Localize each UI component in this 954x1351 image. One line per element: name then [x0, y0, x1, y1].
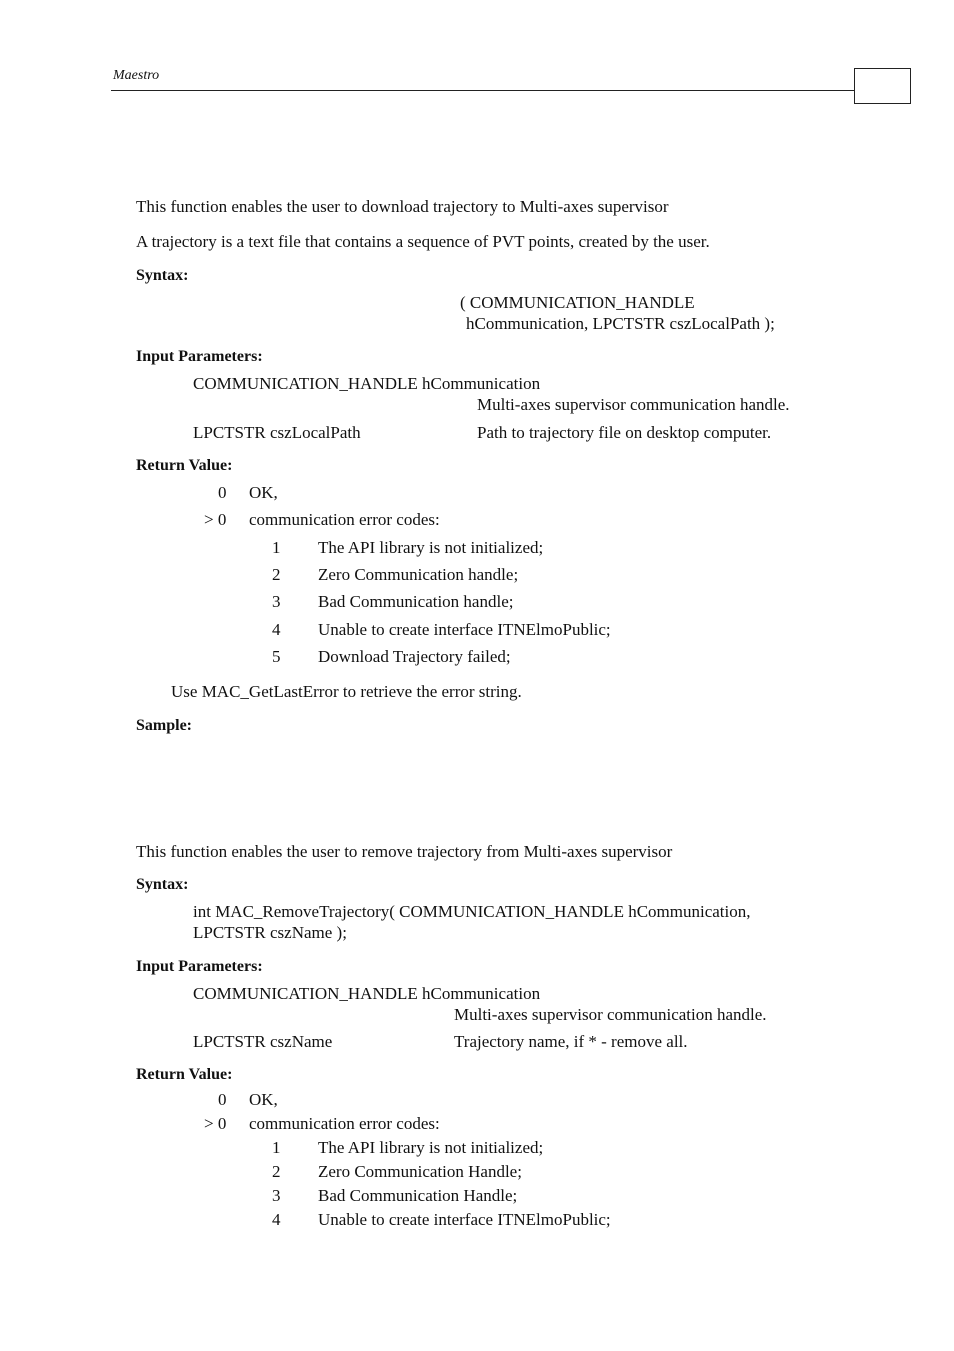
section2-return-label: Return Value: [136, 1066, 233, 1083]
return-text: communication error codes: [249, 1114, 440, 1133]
section2-param-desc: Multi-axes supervisor communication handle. [454, 1005, 767, 1024]
section2-param-name: LPCTSTR cszName [193, 1032, 333, 1051]
error-text: Zero Communication handle; [318, 565, 519, 584]
error-number: 3 [272, 1186, 281, 1205]
section1-syntax-label: Syntax: [136, 267, 189, 284]
section2-syntax-label: Syntax: [136, 876, 189, 893]
page-number-box [854, 68, 911, 104]
section1-return-label: Return Value: [136, 457, 233, 474]
error-text: Zero Communication Handle; [318, 1162, 522, 1181]
return-text: OK, [249, 483, 278, 502]
error-text: Bad Communication handle; [318, 592, 514, 611]
return-text: OK, [249, 1090, 278, 1109]
error-text: Bad Communication Handle; [318, 1186, 518, 1205]
return-text: communication error codes: [249, 510, 440, 529]
error-number: 1 [272, 1138, 281, 1157]
error-number: 4 [272, 620, 281, 639]
section1-param-desc: Multi-axes supervisor communication handle. [477, 395, 790, 414]
section1-syntax-line1: ( COMMUNICATION_HANDLE [460, 293, 695, 312]
section1-syntax-line2: hCommunication, LPCTSTR cszLocalPath ); [466, 314, 775, 333]
error-number: 1 [272, 538, 281, 557]
section2-param-desc: Trajectory name, if * - remove all. [454, 1032, 688, 1051]
running-header-title: Maestro [113, 68, 160, 83]
return-code: > 0 [204, 1114, 227, 1133]
error-number: 5 [272, 647, 281, 666]
error-number: 2 [272, 565, 281, 584]
error-text: The API library is not initialized; [318, 538, 544, 557]
section2-input-label: Input Parameters: [136, 958, 263, 975]
section2-param-name: COMMUNICATION_HANDLE hCommunication [193, 984, 541, 1003]
section1-param-desc: Path to trajectory file on desktop computer. [477, 423, 772, 442]
section1-intro1: This function enables the user to download trajectory to Multi-axes supervisor [136, 197, 669, 216]
section2-intro: This function enables the user to remove trajectory from Multi-axes supervisor [136, 842, 673, 861]
header-rule [111, 90, 855, 91]
section1-param-name: LPCTSTR cszLocalPath [193, 423, 361, 442]
error-number: 4 [272, 1210, 281, 1229]
section1-intro2: A trajectory is a text file that contains a sequence of PVT points, created by the user. [136, 232, 710, 251]
return-code: > 0 [204, 510, 227, 529]
error-text: The API library is not initialized; [318, 1138, 544, 1157]
error-number: 3 [272, 592, 281, 611]
error-number: 2 [272, 1162, 281, 1181]
section2-syntax-line2: LPCTSTR cszName ); [193, 923, 347, 942]
section1-sample-label: Sample: [136, 717, 192, 734]
return-code: 0 [218, 483, 227, 502]
section1-input-label: Input Parameters: [136, 348, 263, 365]
section1-param-name: COMMUNICATION_HANDLE hCommunication [193, 374, 541, 393]
error-text: Unable to create interface ITNElmoPublic; [318, 1210, 611, 1229]
error-text: Download Trajectory failed; [318, 647, 511, 666]
section1-note: Use MAC_GetLastError to retrieve the error string. [171, 682, 522, 701]
section2-syntax-line1: int MAC_RemoveTrajectory( COMMUNICATION_HANDLE hCommunication, [193, 902, 751, 921]
return-code: 0 [218, 1090, 227, 1109]
error-text: Unable to create interface ITNElmoPublic; [318, 620, 611, 639]
